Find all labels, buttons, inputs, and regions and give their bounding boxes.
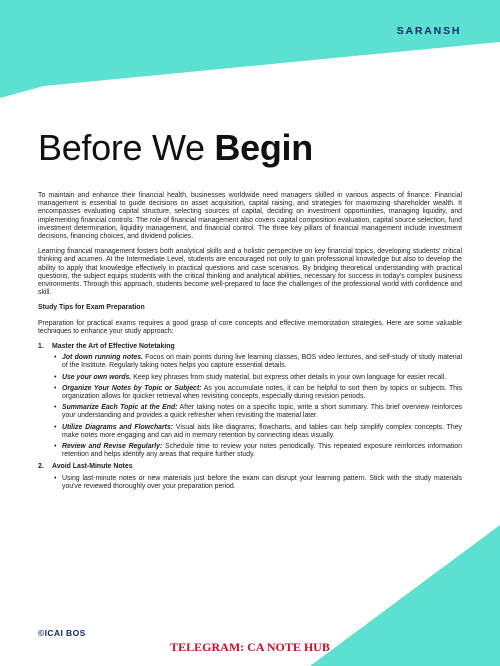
study-tips-lead: Preparation for practical exams requires a good grasp of core concepts and effective memorization strategies. Here are some valuable techniques to enhance your study approach:	[38, 319, 462, 335]
tip-text: Keep key phrases from study material, but express other details in your own language for easier recall.	[131, 373, 447, 381]
list-item	[54, 404, 462, 420]
tip-text: Visual aids like diagrams, flowcharts, and tables can help simplify complex concepts. They make notes more engaging and can aid in memory retention by connecting ideas visually.	[62, 423, 463, 439]
tip-lead: Summarize Each Topic at the End:	[62, 404, 178, 412]
last-minute-tips	[38, 475, 462, 491]
page-title	[38, 128, 313, 168]
tip-text: Focus on main points during live learning classes, BOS video lectures, and self-study of study material of the Institute. Regularly taking notes helps you capture essential details.	[62, 354, 462, 370]
tip-lead: Use your own words.	[62, 373, 132, 381]
tip-text: Using last-minute notes or new materials just before the exam can disrupt your learning pattern. Stick with the study materials you've reviewed thoroughly over your preparation period.	[62, 474, 462, 490]
list-item	[54, 443, 462, 459]
section-heading	[38, 343, 462, 351]
page-title-bold: Begin	[214, 127, 313, 168]
notetaking-tips	[38, 354, 462, 459]
study-tips-heading: Study Tips for Exam Preparation	[38, 304, 145, 312]
section-number: 2.	[38, 463, 44, 471]
top-left-teal-shape	[0, 0, 500, 98]
list-item	[54, 385, 462, 401]
section-title: Avoid Last-Minute Notes	[52, 463, 133, 471]
intro-paragraph-2: Learning financial management fosters both analytical skills and a holistic perspective on key financial topics, developing students' critical thinking and acumen. At the Intermediate Level, students are encouraged not only to gain professional knowledge but also to develop the ability to apply that knowledge effectively in practical questions and case scenarios. By bridging theoretical understanding with practical questions, the subject equips students with the critical thinking and analytical abilities, necessary for success in today's complex business environments. Through this approach, students become well-prepared to face the challenges of the professional world with confidence and skill.	[38, 248, 462, 297]
tip-text: Schedule time to review your notes periodically. This repeated exposure reinforces information retention and helps identify any areas that require further study.	[62, 443, 462, 459]
brand-badge: SARANSH	[380, 18, 478, 44]
list-item	[54, 424, 462, 440]
list-item	[54, 374, 462, 382]
tip-lead: Organize Your Notes by Topic or Subject:	[62, 384, 202, 392]
tip-lead: Utilize Diagrams and Flowcharts:	[62, 423, 174, 431]
tip-lead: Review and Revise Regularly:	[62, 443, 163, 451]
telegram-watermark: TELEGRAM: CA NOTE HUB	[170, 640, 330, 654]
page-title-light: Before We	[38, 127, 205, 168]
tip-text: After taking notes on a specific topic, write a short summary. This brief overview reinforces your understanding and provides a quick refresher when revisiting the material later.	[62, 404, 463, 420]
tip-lead: Jot down running notes.	[62, 354, 143, 362]
main-content	[38, 192, 462, 495]
section-heading	[38, 463, 462, 471]
section-title: Master the Art of Effective Notetaking	[52, 343, 175, 351]
study-tips-list	[38, 343, 462, 491]
section-number: 1.	[38, 343, 44, 351]
tip-text: As you accumulate notes, it can be helpful to sort them by topics or subjects. This organization allows for quicker retrieval when revisiting concepts, especially during revision periods.	[62, 384, 462, 401]
study-tip-section-last-minute	[38, 463, 462, 491]
intro-paragraph-1: To maintain and enhance their financial health, businesses worldwide need managers skilled in various aspects of finance. Financial management is essential to guide decisions on asset acquisition, capital raising, and strategies for maximizing shareholder wealth. It encompasses evaluating capital structure, selecting sources of capital, deciding on investment opportunities, managing liquidity, and implementing financial controls. The role of financial management also covers capital composition evaluation, capital source selection, fund investment determination, liquidity management, and financial control. The three key pillars of financial management include investment decisions, financing choices, and dividend policies.	[38, 192, 462, 241]
copyright-footer: ©ICAI BOS	[38, 628, 86, 638]
list-item	[54, 475, 462, 491]
list-item	[54, 354, 462, 370]
study-tip-section-notetaking	[38, 343, 462, 459]
